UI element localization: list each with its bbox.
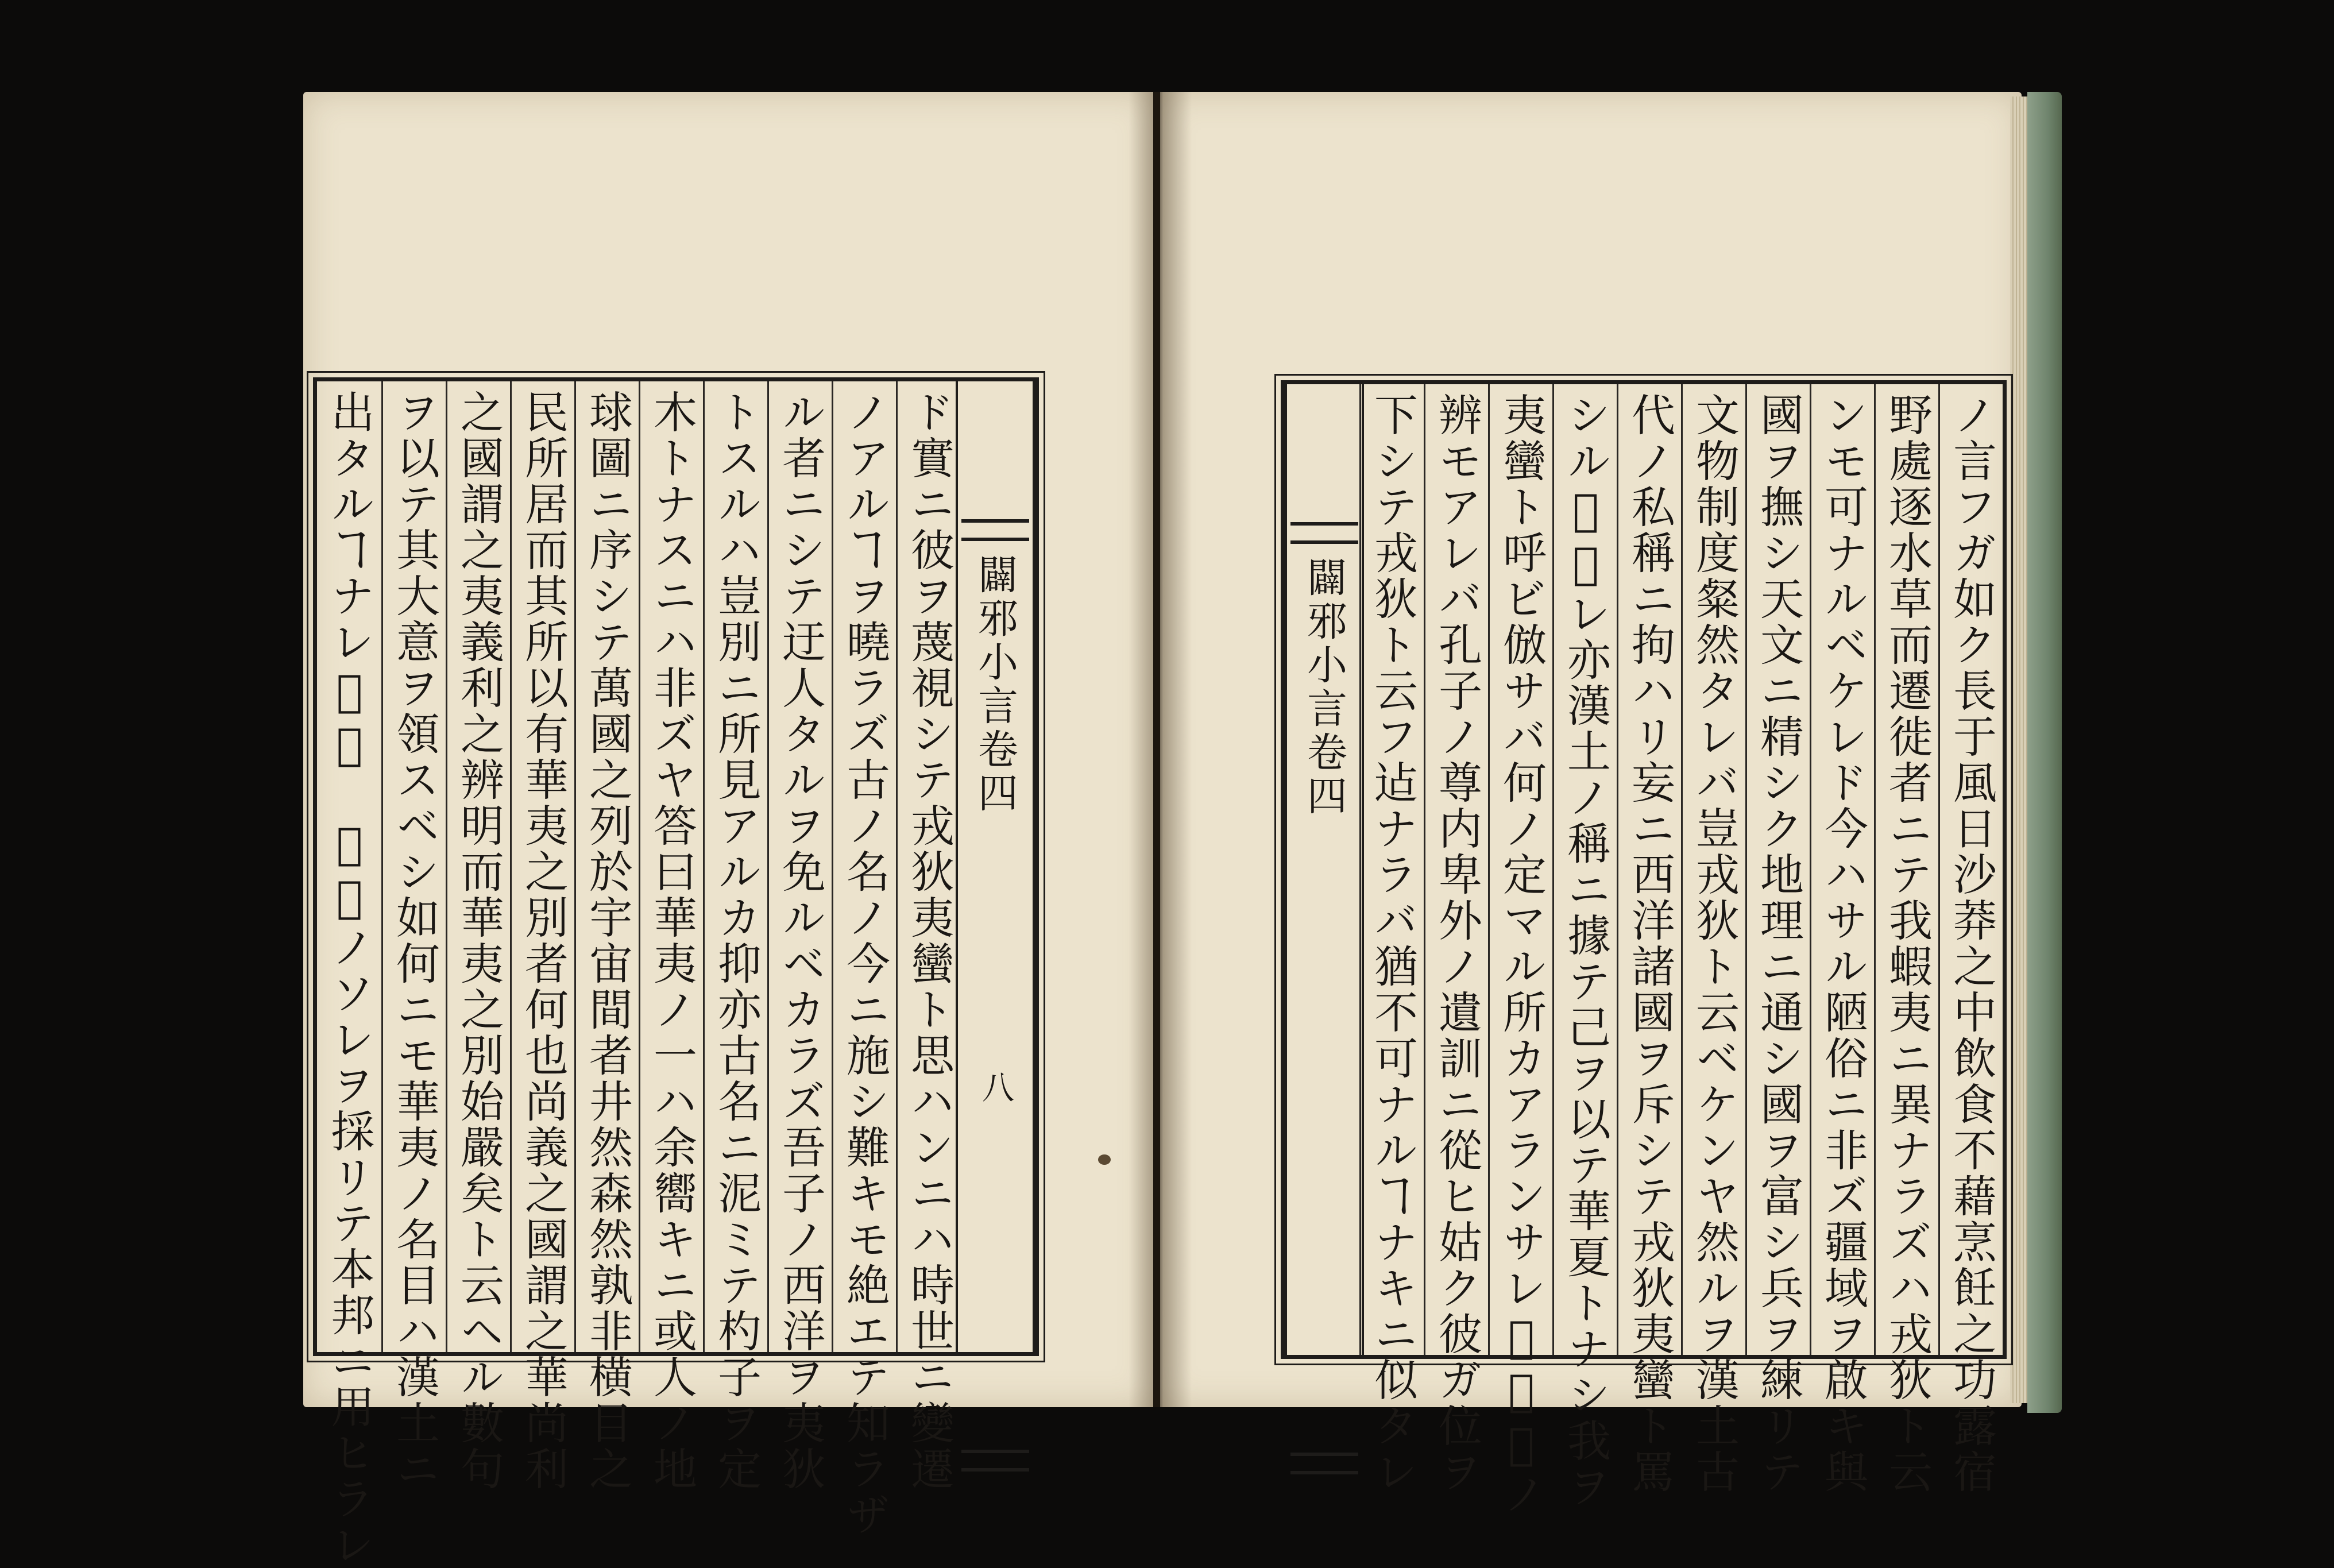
column-text: 代ノ私稱ニ拘ハリ妄ニ西洋諸國ヲ斥シテ戎狄夷蠻ト罵 [1624,392,1676,1495]
fishtail-mark [1290,1453,1358,1474]
column-text: 野處逐水草而遷徙者ニテ我蝦夷ニ異ナラズハ戎狄ト云 [1881,392,1933,1495]
column-text: ノ言フガ如ク長于風日沙莽之中飲食不藉烹飪之功露宿 [1946,392,1997,1495]
column-text: 下シテ戎狄ト云フ迠ナラバ猶不可ナルヿナキニ似タレ [1367,392,1419,1495]
column-text: ンモ可ナルベケレド今ハサル陋俗ニ非ズ疆域ヲ啟キ與 [1817,392,1869,1495]
column-text: 文物制度粲然タレバ豈戎狄ト云ベケンヤ然ルヲ漢土古 [1688,392,1740,1495]
column-text: ノアルヿヲ曉ラズ古ノ名ノ今ニ施シ難キモ絶エテ知ラザ [839,389,891,1538]
right-text-frame [1281,380,2007,1517]
fishtail-mark [1290,522,1358,544]
fishtail-mark [961,1450,1029,1472]
column-text: 夷蠻ト呼ビ倣サバ何ノ定マル所カアランサレ𪜈内外ノ [1496,392,1547,1517]
column-text: ル者ニシテ迂人タルヲ免ルベカラズ吾子ノ西洋ヲ夷狄 [775,389,826,1492]
margin-title: 闢邪小言卷四 [971,554,1019,816]
right-text-columns [1359,384,2003,1517]
column-text: ヲ以テ其大意ヲ領スベシ如何ニモ華夷ノ名目ハ漢土ニ [389,389,440,1492]
column-text: 民所居而其所以有華夷之別者何也尚義之國謂之華尚利 [517,389,569,1492]
column-text: トスルハ豈別ニ所見アルカ抑亦古名ニ泥ミテ杓子ヲ定 [710,389,762,1492]
column-text: 木トナスニハ非ズヤ答曰華夷ノ一ハ余嚮キニ或人ノ地 [646,389,698,1492]
column-text: 國ヲ撫シ天文ニ精シク地理ニ通シ國ヲ富シ兵ヲ練リテ [1753,392,1804,1495]
paper-stain [1098,1154,1111,1165]
column-text: ド實ニ彼ヲ蔑視シテ戎狄夷蠻ト思ハンニハ時世ニ變遷 [903,389,955,1492]
column-text: 球圖ニ序シテ萬國之列於宇宙間者井然森然孰非横目之 [582,389,633,1492]
column-text: シル𪜈彼レ亦漢土ノ稱ニ據テ己ヲ以テ華夏トナシ我ヲ [1560,392,1612,1510]
text-column [1359,384,1424,1495]
page-number: 八 [977,1071,1014,1103]
fishtail-mark [961,519,1029,541]
column-text: 之國謂之夷義利之辨明而華夷之別始嚴矣ト云ヘル數句 [453,389,505,1492]
left-text-frame [313,377,1039,1568]
column-text: 出タルヿナレ𪜈我 天皇ノソレヲ採リテ本邦ニ用ヒラレ [324,389,375,1568]
left-text-columns [317,381,960,1568]
text-column [317,381,381,1568]
column-text: 辨モアレバ孔子ノ尊内卑外ノ遺訓ニ從ヒ姑ク彼ガ位ヲ [1431,392,1483,1495]
book-gutter [1129,92,1192,1407]
left-center-margin [956,381,1035,1352]
margin-title: 闢邪小言卷四 [1300,557,1348,818]
green-cover-edge [2027,92,2062,1413]
